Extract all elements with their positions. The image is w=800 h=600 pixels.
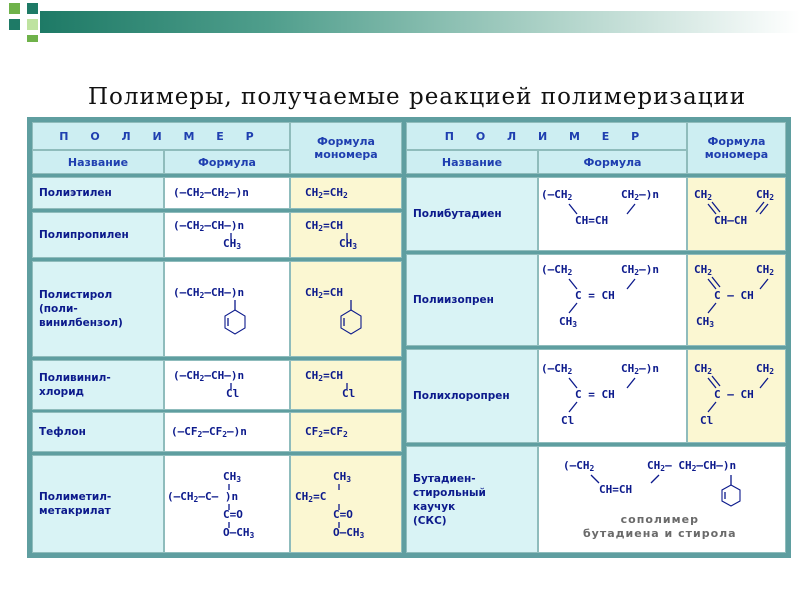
row-name: Полистирол (поли- винилбензол)	[32, 261, 164, 357]
monomer-formula: $CH_2=CH$ $CH_3$	[290, 212, 402, 258]
polymer-formula: $(-CH_2-CH-)n$ Cl	[164, 360, 290, 410]
row-name: Полиэтилен	[32, 177, 164, 209]
header-gradient	[40, 11, 800, 33]
monomer-formula: $CH_2$ $CH_2$ CH–CH	[687, 177, 786, 251]
row-name: Полиметил- метакрилат	[32, 455, 164, 553]
polymer-formula: $(-CH_2-CH-)n$	[164, 261, 290, 357]
monomer-formula: $CH_2=CH$ Cl	[290, 360, 402, 410]
polymers-table	[27, 117, 791, 558]
monomer-formula: $CH_2$ $CH_2$ C – CH $CH_3$	[687, 254, 786, 346]
monomer-formula: $CH_2=CH$	[290, 261, 402, 357]
header-monomer: Формула мономера	[290, 122, 402, 174]
header-formula: Формула	[538, 150, 687, 174]
decor-square	[9, 19, 20, 30]
page-title: Полимеры, получаемые реакцией полимеризации	[88, 84, 747, 110]
slide-header-bar	[0, 0, 800, 42]
polymer-formula: ($-CH_2$ $CH_2-$ $CH_2-CH-)n$ CH=CH сополимер бутадиена и стирола	[538, 446, 786, 553]
monomer-formula: $CF_2=CF_2$	[290, 412, 402, 452]
decor-square	[27, 19, 38, 30]
left-table	[32, 122, 402, 553]
row-name: Тефлон	[32, 412, 164, 452]
polymer-formula: ($-CH_2$ $CH_2-)n$ CH=CH	[538, 177, 687, 251]
row-name: Поливинил- хлорид	[32, 360, 164, 410]
decor-square	[27, 35, 38, 42]
row-name: Полипропилен	[32, 212, 164, 258]
header-name: Название	[406, 150, 538, 174]
decor-square	[27, 3, 38, 14]
row-name: Бутадиен- стирольный каучук (СКС)	[406, 446, 538, 553]
copolymer-note: сополимер бутадиена и стирола	[583, 513, 737, 540]
monomer-formula: $CH_2$ $CH_2$ C – CH Cl	[687, 349, 786, 443]
polymer-formula: $(-CH_2-CH_2-)n$	[164, 177, 290, 209]
polymer-formula: $(-CH_2-CH-)n$ $CH_3$	[164, 212, 290, 258]
header-polymer: П О Л И М Е Р	[32, 122, 290, 150]
header-monomer: Формула мономера	[687, 122, 786, 174]
monomer-formula: $CH_2=CH_2$	[290, 177, 402, 209]
header-formula: Формула	[164, 150, 290, 174]
header-name: Название	[32, 150, 164, 174]
decor-square	[9, 3, 20, 14]
monomer-formula: $CH_3$ $CH_2=C$ C=O $O-CH_3$	[290, 455, 402, 553]
polymer-formula: $CH_3$ ($-CH_2-C-$ )n C=O $O-CH_3$	[164, 455, 290, 553]
row-name: Полиизопрен	[406, 254, 538, 346]
row-name: Полихлоропрен	[406, 349, 538, 443]
polymer-formula: ($-CH_2$ $CH_2-)n$ C = CH $CH_3$	[538, 254, 687, 346]
right-table	[406, 122, 786, 553]
row-name: Полибутадиен	[406, 177, 538, 251]
polymer-formula: ($-CH_2$ $CH_2-)n$ C = CH Cl	[538, 349, 687, 443]
polymer-formula: $(-CF_2-CF_2-)n$	[164, 412, 290, 452]
header-polymer: П О Л И М Е Р	[406, 122, 687, 150]
